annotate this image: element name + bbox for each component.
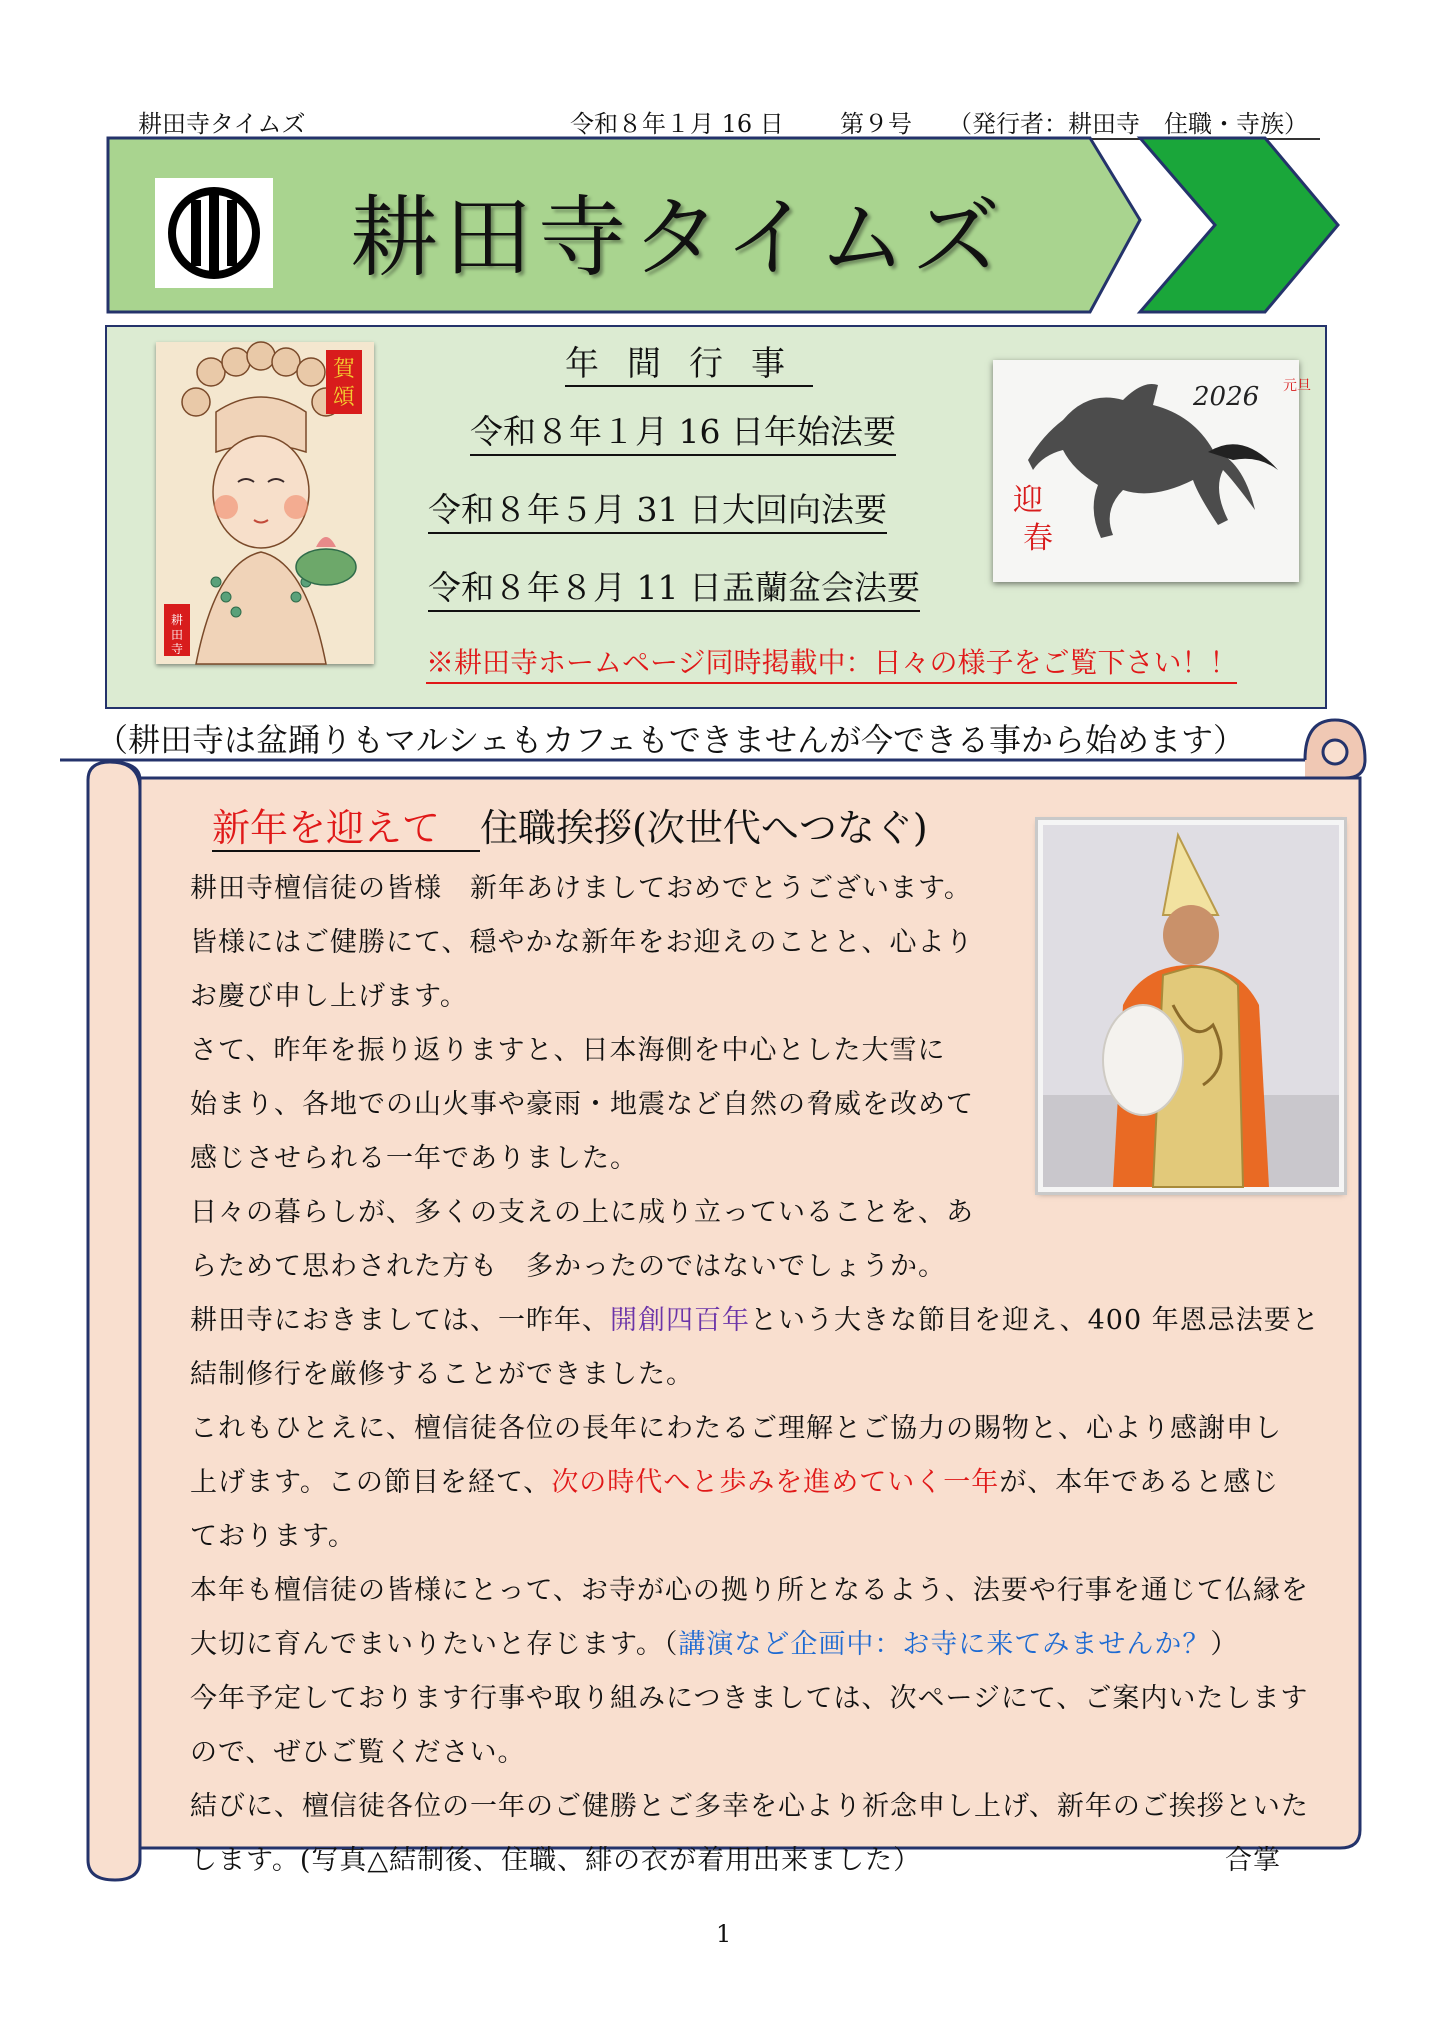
greeting-line-6: 感じさせられる一年でありました。 <box>190 1143 638 1174</box>
greeting-line-17: ので、ぜひご覧ください。 <box>190 1737 526 1768</box>
greeting-closing: 合掌 <box>1225 1845 1281 1876</box>
new-year-card-bodhisattva <box>156 342 374 664</box>
page-number: 1 <box>716 1920 732 1948</box>
greeting-title <box>212 797 928 852</box>
svg-text:耕: 耕 <box>170 613 184 627</box>
svg-text:賀: 賀 <box>332 357 356 382</box>
greeting-line-15 <box>190 1618 1238 1672</box>
line15-a: 大切に育んでまいりたいと存じます。（ <box>190 1629 679 1660</box>
header-paper-name: 耕田寺タイムズ <box>138 110 306 138</box>
line12-a: 上げます。この節目を経て、 <box>190 1467 552 1498</box>
line9-c: という大きな節目を迎え、400 年恩忌法要と <box>750 1305 1320 1336</box>
banner-title: 耕田寺タイムズ <box>350 186 1007 289</box>
line12-highlight: 次の時代へと歩みを進めていく一年 <box>551 1467 1000 1498</box>
crest-icon <box>155 178 273 288</box>
greeting-line-16: 今年予定しております行事や取り組みにつきましては、次ページにて、ご案内いたします <box>190 1683 1309 1714</box>
line12-c: が、本年であると感じ <box>999 1467 1280 1498</box>
line15-highlight: 講演など企画中：お寺に来てみませんか？ <box>678 1629 1211 1660</box>
greeting-line-11: これもひとえに、檀信徒各位の長年にわたるご理解とご協力の賜物と、心より感謝申し <box>190 1413 1282 1444</box>
new-year-card-horse <box>993 360 1311 582</box>
svg-text:元旦: 元旦 <box>1283 378 1311 394</box>
tagline: （耕田寺は盆踊りもマルシェもカフェもできませんが今できる事から始めます） <box>96 721 1245 759</box>
events-title: 年間行事 <box>565 336 813 387</box>
temple-crest-logo <box>155 178 273 288</box>
svg-text:田: 田 <box>170 628 184 642</box>
svg-text:頌: 頌 <box>332 385 356 410</box>
line9-highlight: 開創四百年 <box>610 1305 750 1336</box>
greeting-line-19: します。(写真△結制後、住職、緋の衣が着用出来ました） <box>190 1845 922 1876</box>
greeting-line-14: 本年も檀信徒の皆様にとって、お寺が心の拠り所となるよう、法要や行事を通じて仏縁を <box>190 1575 1309 1606</box>
event-item-3: 令和８年８月 11 日盂蘭盆会法要 <box>428 566 920 612</box>
homepage-notice: ※耕田寺ホームページ同時掲載中：日々の様子をご覧下さい！！ <box>426 644 1237 684</box>
greeting-line-3: お慶び申し上げます。 <box>190 981 468 1012</box>
line9-a: 耕田寺におきましては、一昨年、 <box>190 1305 610 1336</box>
title-underline-gap <box>440 812 480 852</box>
header-date: 令和８年１月 16 日 <box>570 110 784 138</box>
svg-text:2026: 2026 <box>1193 382 1260 412</box>
priest-photo <box>1038 820 1344 1192</box>
event-item-2: 令和８年５月 31 日大回向法要 <box>428 488 887 534</box>
header-issue: 第９号 <box>840 110 912 138</box>
greeting-line-8: らためて思わされた方も 多かったのではないでしょうか。 <box>190 1251 946 1282</box>
greeting-line-12 <box>190 1456 1279 1510</box>
greeting-line-5: 始まり、各地での山火事や豪雨・地震など自然の脅威を改めて <box>190 1089 974 1120</box>
greeting-title-red: 新年を迎えて <box>212 806 441 850</box>
greeting-title-rest: 住職挨拶(次世代へつなぐ) <box>480 806 928 850</box>
greeting-line-4: さて、昨年を振り返りますと、日本海側を中心とした大雪に <box>190 1035 946 1066</box>
horse-illustration-icon <box>993 360 1311 582</box>
priest-photo-icon <box>1043 825 1339 1187</box>
event-item-1: 令和８年１月 16 日年始法要 <box>470 410 896 456</box>
line15-c: ） <box>1210 1629 1239 1660</box>
greeting-line-2: 皆様にはご健勝にて、穏やかな新年をお迎えのことと、心より <box>190 927 974 958</box>
greeting-line-13: ております。 <box>190 1521 356 1552</box>
svg-text:迎: 迎 <box>1013 483 1043 518</box>
bodhisattva-illustration-icon <box>156 342 374 664</box>
header-publisher: （発行者：耕田寺 住職・寺族） <box>948 110 1308 138</box>
svg-text:寺: 寺 <box>170 642 184 656</box>
greeting-line-9 <box>190 1294 1320 1348</box>
greeting-line-18: 結びに、檀信徒各位の一年のご健勝とご多幸を心より祈念申し上げ、新年のご挨拶といた <box>190 1791 1309 1822</box>
greeting-line-1: 耕田寺檀信徒の皆様 新年あけましておめでとうございます。 <box>190 873 972 904</box>
greeting-line-10: 結制修行を厳修することができました。 <box>190 1359 694 1390</box>
greeting-line-7: 日々の暮らしが、多くの支えの上に成り立っていることを、あ <box>190 1197 974 1228</box>
svg-text:春: 春 <box>1023 521 1053 556</box>
